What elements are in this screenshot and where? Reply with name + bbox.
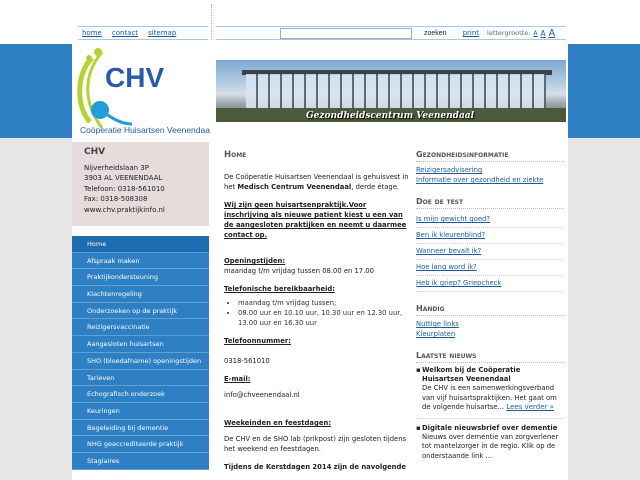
address-fax: Fax: 0318-508308 [84,195,148,203]
logo-text: CHV [105,62,165,93]
menu-item-echografisch[interactable]: Echografisch onderzoek [72,386,209,403]
phone-number: 0318-561010 [224,357,270,365]
news-item-text: De CHV is een samenwerkingsverband van vijf huisartspraktijken. Het gaat om de volgende huisartse... [422,384,557,411]
menu-item-sho[interactable]: SHO (bloedafname) openingstijden [72,353,209,370]
menu-item-tarieven[interactable]: Tarieven [72,370,209,387]
address-street: Nijverheidslaan 3P [84,163,149,172]
side-menu [72,236,209,470]
header-divider [211,4,212,40]
address-block [72,142,209,226]
address-web: www.chv.praktijkinfo.nl [84,205,165,214]
banner-image [216,60,566,122]
news-title: Laatste nieuws [416,351,564,363]
test-section [416,197,564,292]
handig-title: Handig [416,304,564,316]
list-item: • maandag t/m vrijdag tussen; [238,298,410,308]
toolbar [216,26,566,40]
menu-item-afspraak[interactable]: Afspraak maken [72,253,209,270]
handig-link[interactable]: Nuttige links [416,320,459,328]
news-item [416,366,564,419]
search-button[interactable]: zoeken [424,29,447,37]
top-links [78,26,208,40]
intro-bold: Medisch Centrum Veenendaal [237,183,352,191]
test-link[interactable]: Hoe lang word ik? [416,260,564,276]
intro-text: De Coöperatie Huisartsen Veenendaal is gehuisvest in het Medisch Centrum Veenendaal, derde étage. [224,173,409,191]
read-more-link[interactable]: Lees verder » [506,403,554,411]
address-title: CHV [84,147,106,157]
notice-text: Wij zijn geen huisartsenpraktijk.Voor inschrijving als nieuwe patient kiest u een van de aangesloten praktijken en neemt u daarmee contact op. [224,201,407,239]
menu-item-praktijkondersteuning[interactable]: Praktijkondersteuning [72,269,209,286]
chv-logo-icon [72,44,210,138]
news-section [416,351,564,466]
main-content [224,150,410,480]
search-input[interactable] [280,28,412,39]
list-item: • 08.00 uur en 10.10 uur, 10.30 uur en 12.30 uur, 13.00 uur en 16.30 uur [238,308,410,328]
right-column [416,150,564,478]
handig-link[interactable]: Kleurplaten [416,330,456,338]
test-link[interactable]: Heb ik griep? Griepcheck [416,276,564,292]
weekend-text: De CHV en de SHO lab (prikpost) zijn gesloten tijdens het weekend en feestdagen. [224,435,407,453]
news-item-text: Nieuws over dementie van zorgverlener tot mantelzorger in de regio. Klik op de onderstaande link ... [422,432,559,460]
page-title: Home [224,150,247,160]
test-title: Doe de test [416,197,564,209]
menu-item-onderzoeken[interactable]: Onderzoeken op de praktijk [72,303,209,320]
phone-title: Telefoonnummer: [224,337,291,345]
menu-item-nhg[interactable]: NHG geaccrediteerde praktijk [72,436,209,453]
hours-text: maandag t/m vrijdag tussen 08.00 en 17.00 [224,267,374,275]
hours-title: Openingstijden: [224,257,286,265]
news-item [416,424,564,467]
banner-caption: Gezondheidscentrum Veenendaal [306,111,475,121]
phone-hours-list [238,298,410,328]
info-title: Gezondheidsinformatie [416,150,564,162]
menu-item-reizigersvaccinatie[interactable]: Reizigersvaccinatie [72,319,209,336]
weekend-title: Weekeinden en feestdagen: [224,419,332,427]
fontsize-label: lettergrootte: [487,29,531,37]
email-title: E-mail: [224,375,251,383]
top-link-home[interactable]: home [82,29,102,37]
banner-building [246,74,546,110]
news-item-title: Welkom bij de Coöperatie Huisartsen Veenendaal [422,366,521,383]
menu-item-keuringen[interactable]: Keuringen [72,403,209,420]
logo[interactable] [72,44,210,138]
info-section [416,150,564,185]
fontsize-small[interactable]: A [533,29,538,37]
fontsize-large[interactable]: A [548,27,556,39]
address-city: 3903 AL VEENENDAAL [84,174,163,182]
fontsize-medium[interactable]: A [540,28,546,38]
test-link[interactable]: Ben ik kleurenblind? [416,228,564,244]
bullet-icon: ▪ [416,366,421,374]
info-link[interactable]: Reizigersadvisering [416,166,483,174]
bullet-icon: ▪ [416,423,421,432]
print-link[interactable]: print [462,29,480,37]
test-link[interactable]: Wanneer bevalt ik? [416,244,564,260]
news-item-title: Digitale nieuwsbrief over dementie [422,423,558,432]
logo-subtitle: Coöperatie Huisartsen Veenendaal [80,125,210,135]
address-phone: Telefoon: 0318-561010 [84,184,165,193]
menu-item-klachtenregeling[interactable]: Klachtenregeling [72,286,209,303]
menu-item-huisartsen[interactable]: Aangesloten huisartsen [72,336,209,353]
menu-item-home[interactable]: Home [72,236,209,253]
menu-item-dementie[interactable]: Begeleiding bij dementie [72,420,209,437]
top-link-contact[interactable]: contact [111,29,139,37]
xmas-text: Tijdens de Kerstdagen 2014 zijn de navolgende [224,463,406,471]
email-address: info@chveenendaal.nl [224,391,300,399]
menu-item-stagiaires[interactable]: Stagiaires [72,453,209,470]
handig-section [416,304,564,339]
test-link[interactable]: Is mijn gewicht goed? [416,212,564,228]
top-link-sitemap[interactable]: sitemap [148,29,177,37]
info-link[interactable]: Informatie over gezondheid en ziekte [416,176,544,184]
phone-hours-title: Telefonische bereikbaarheid: [224,285,336,293]
